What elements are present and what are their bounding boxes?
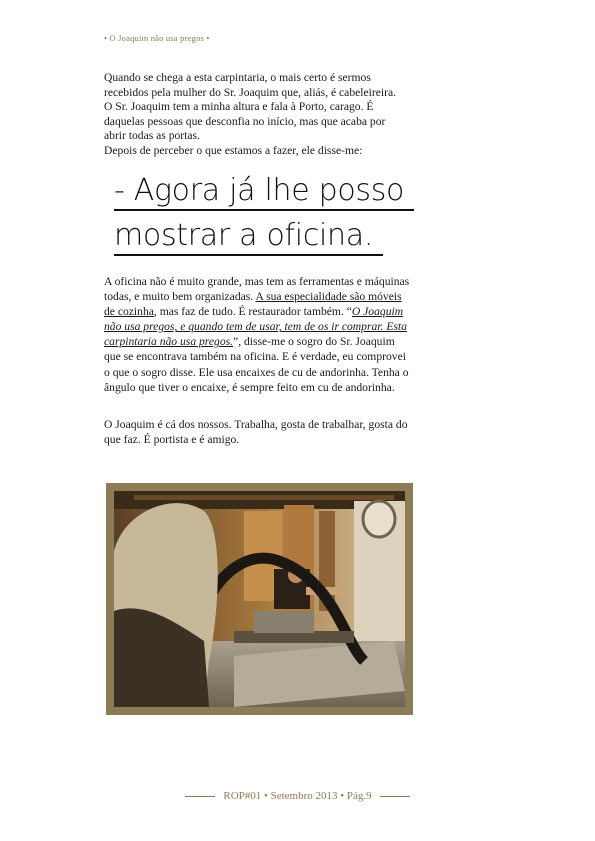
body-text-part-2: , mas faz de tudo. É restaurador também. — [153, 305, 347, 319]
quote-open-mark: “ — [346, 305, 352, 319]
intro-paragraph-2: Depois de perceber o que estamos a fazer, ele disse-me: — [104, 143, 363, 157]
body-text-part-1: A oficina não é muito grande, mas tem as ferramentas e máquinas todas, e muito bem organizadas. — [104, 275, 410, 304]
quote-close-mark: ” — [233, 335, 239, 349]
specialty-underlined: A sua especialidade são móveis de cozinha — [104, 290, 402, 319]
intro-paragraph-1: Quando se chega a esta carpintaria, o mais certo é sermos recebidos pela mulher do Sr. Joaquim que, aliás, é cabeleireira. O Sr. Joaquim tem a minha altura e fala à Porto, carago. É daquelas pessoas que desconfia no início, mas que acaba por abrir todas as portas. — [104, 71, 396, 143]
pull-quote-line-1: - Agora já lhe posso — [114, 173, 414, 211]
body-paragraph-1 — [104, 274, 410, 395]
header-bullet-left: • — [104, 33, 108, 43]
workshop-photo-illustration — [114, 491, 405, 707]
pull-quote-line-2: mostrar a oficina. — [114, 218, 383, 256]
body-paragraph-1-text — [104, 274, 410, 395]
running-header — [104, 33, 210, 43]
footer-rule-left — [185, 796, 215, 797]
page-footer — [0, 790, 595, 802]
header-bullet-right: • — [206, 33, 210, 43]
intro-text — [104, 71, 404, 159]
photo-frame — [106, 483, 413, 715]
inline-quote: O Joaquim não usa pregos, e quando tem de usar, tem de os ir comprar. Esta carpintaria não usa pregos. — [104, 305, 407, 349]
workshop-photo — [114, 491, 405, 707]
body-paragraph-2 — [104, 417, 410, 447]
body-text-part-3: , disse-me o sogro do Sr. Joaquim que se encontrava também na oficina. E é verdade, eu comprovei o que o sogro disse. Ele usa encaixes de cu de andorinha. Tenha o ângulo que tiver o encaixe, é sempre feito em cu de andorinha. — [104, 335, 409, 394]
footer-text: ROP#01 • Setembro 2013 • Pág.9 — [223, 790, 372, 802]
footer-rule-right — [380, 796, 410, 797]
header-title: O Joaquim não usa pregos — [109, 33, 205, 43]
pull-quote — [114, 168, 444, 258]
body-paragraph-2-text: O Joaquim é cá dos nossos. Trabalha, gosta de trabalhar, gosta do que faz. É portista e é amigo. — [104, 418, 408, 447]
